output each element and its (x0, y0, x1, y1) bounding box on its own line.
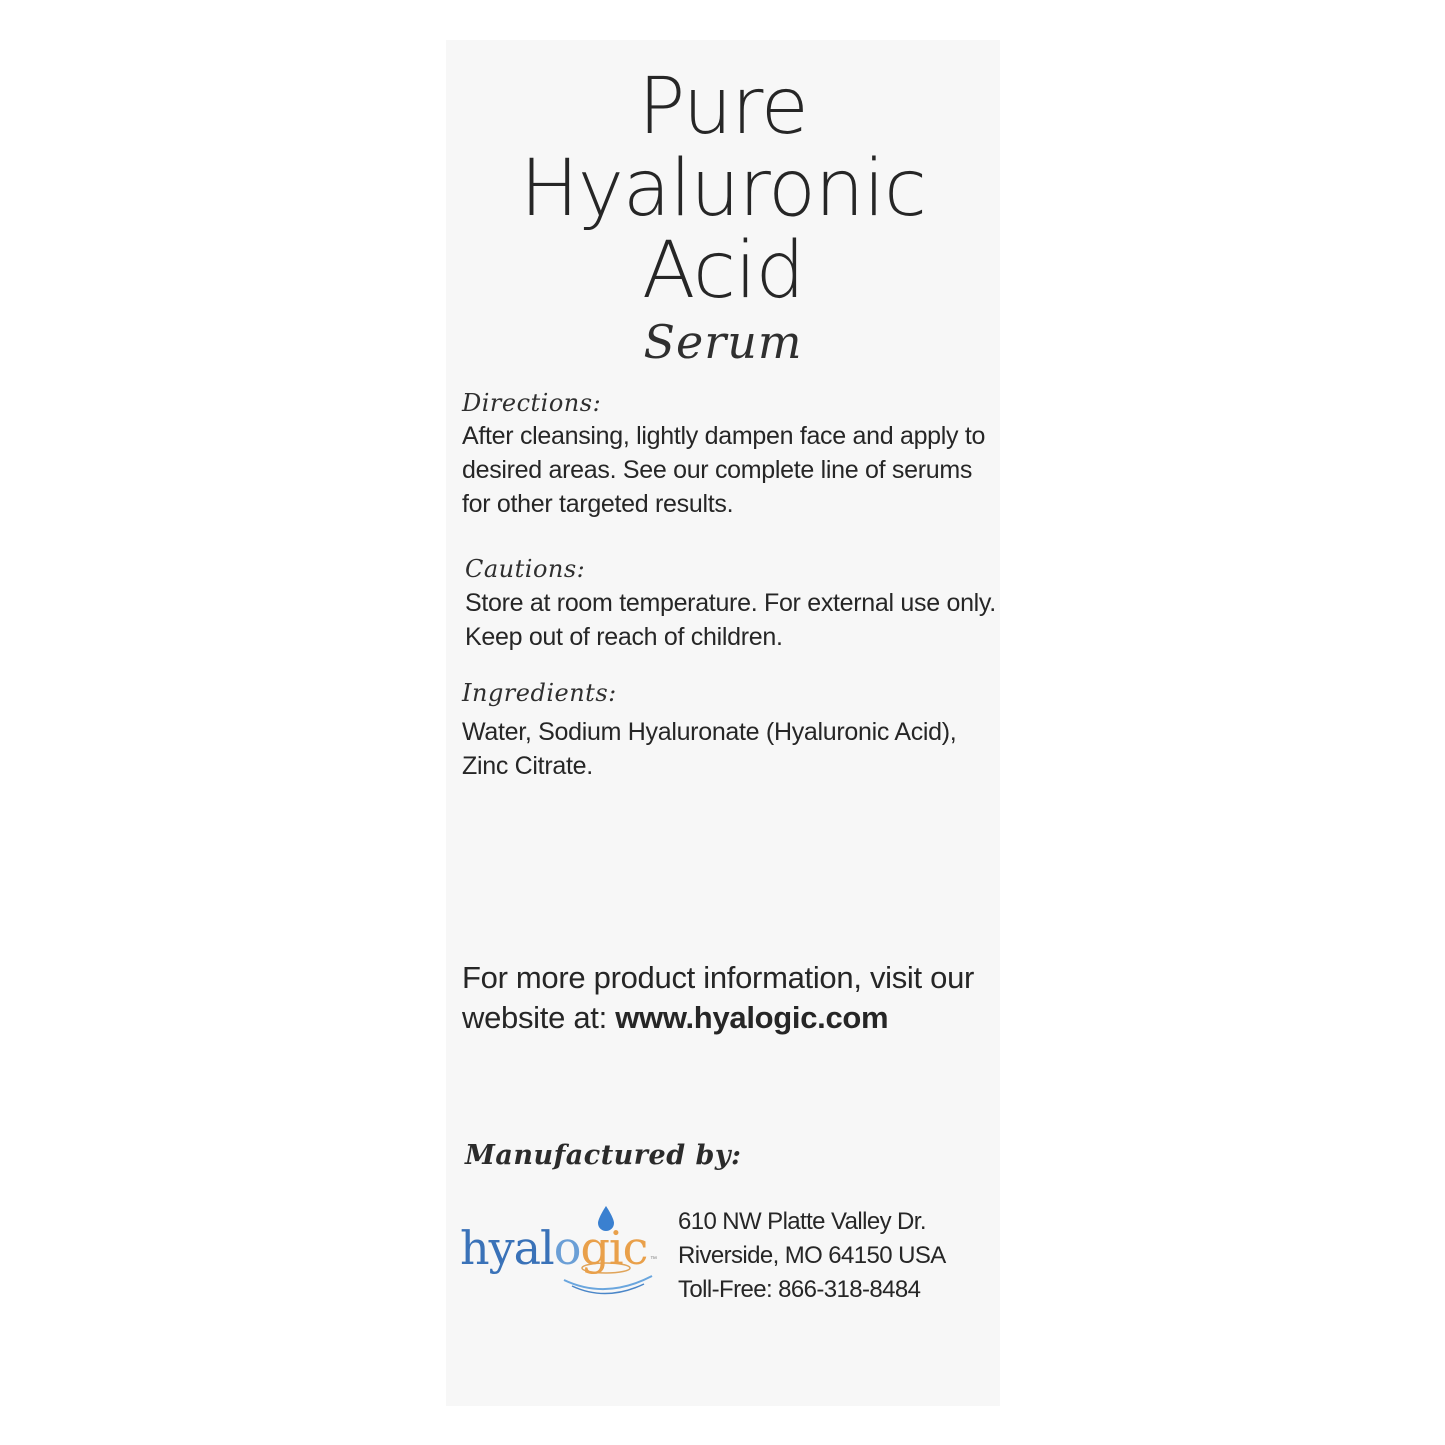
website-url[interactable]: www.hyalogic.com (615, 1000, 889, 1035)
trademark-symbol: ™ (650, 1256, 657, 1263)
cautions-line: Keep out of reach of children. (465, 623, 783, 651)
title-line-pure: Pure (638, 62, 808, 152)
hyalogic-logo (460, 1200, 660, 1310)
address-line: 610 NW Platte Valley Dr. (678, 1208, 926, 1235)
manufactured-by-heading: Manufactured by: (465, 1140, 742, 1171)
directions-text (462, 419, 985, 521)
ingredients-line: Zinc Citrate. (462, 752, 593, 780)
website-prefix: website at: (462, 1000, 616, 1035)
directions-line: desired areas. See our complete line of serums (462, 456, 973, 484)
manufacturer-address (678, 1205, 946, 1307)
title-line-acid: Acid (641, 226, 805, 316)
ripple-icon (564, 1276, 652, 1289)
address-line: Toll-Free: 866-318-8484 (678, 1276, 921, 1303)
directions-line: After cleansing, lightly dampen face and apply to (462, 422, 986, 450)
logo-wordmark: hyalogic (460, 1221, 648, 1275)
label-panel (446, 40, 1000, 1406)
subtitle-serum: Serum (643, 315, 803, 369)
ingredients-heading: Ingredients: (462, 679, 617, 707)
directions-heading: Directions: (462, 389, 602, 417)
website-info (462, 958, 974, 1038)
title-line-hyaluronic: Hyaluronic (520, 144, 926, 234)
cautions-line: Store at room temperature. For external use only. (465, 589, 996, 617)
directions-line: for other targeted results. (462, 490, 734, 518)
ingredients-text (462, 715, 956, 783)
cautions-text (465, 586, 996, 654)
website-line (462, 998, 974, 1038)
website-line: For more product information, visit our (462, 960, 975, 995)
ingredients-line: Water, Sodium Hyaluronate (Hyaluronic Acid), (462, 718, 957, 746)
address-line: Riverside, MO 64150 USA (678, 1242, 946, 1269)
cautions-heading: Cautions: (465, 555, 586, 583)
